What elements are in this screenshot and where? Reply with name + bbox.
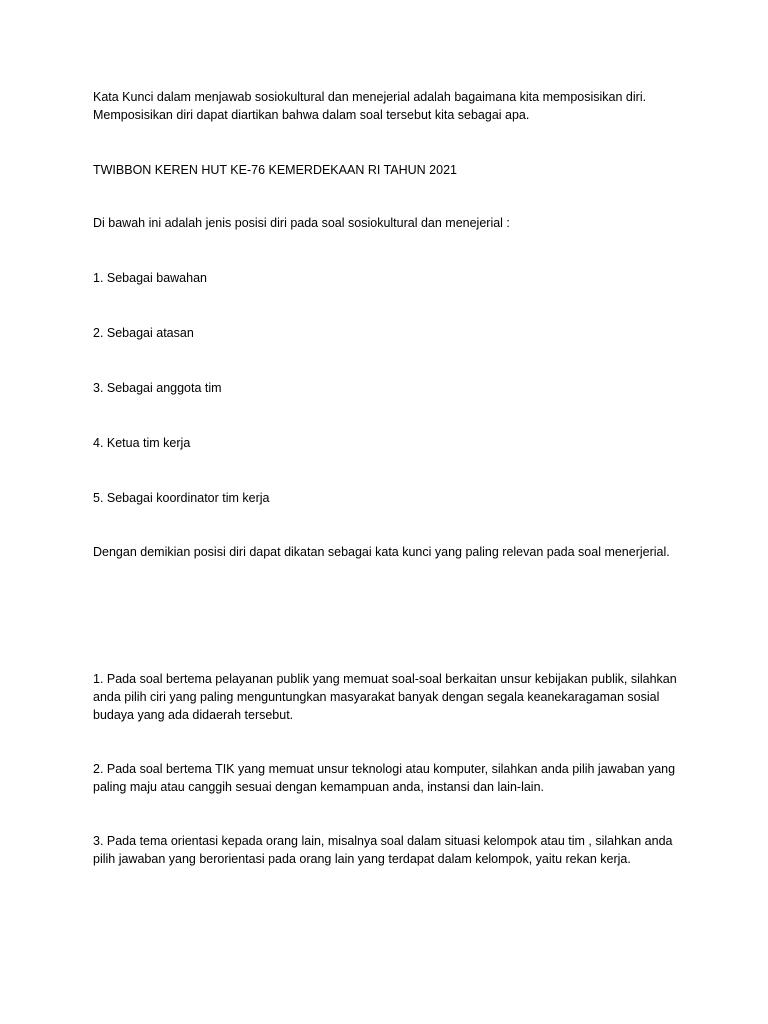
position-item-4: 4. Ketua tim kerja	[93, 436, 191, 450]
tip-item-3: 3. Pada tema orientasi kepada orang lain, misalnya soal dalam situasi kelompok atau tim , silahkan anda pilih jawaban yang berorientasi pada orang lain yang terdapat dalam kelompok, yaitu rekan kerja.	[93, 834, 673, 866]
position-item-5: 5. Sebagai koordinator tim kerja	[93, 491, 270, 505]
position-item-1: 1. Sebagai bawahan	[93, 271, 207, 285]
conclusion-paragraph: Dengan demikian posisi diri dapat dikatan sebagai kata kunci yang paling relevan pada soal menerjerial.	[93, 545, 670, 559]
tip-item-1: 1. Pada soal bertema pelayanan publik yang memuat soal-soal berkaitan unsur kebijakan publik, silahkan anda pilih ciri yang paling menguntungkan masyarakat banyak dengan segala keanekaragaman sosial budaya yang ada didaerah tersebut.	[93, 672, 677, 722]
list-intro-paragraph: Di bawah ini adalah jenis posisi diri pada soal sosiokultural dan menejerial :	[93, 216, 510, 230]
position-item-3: 3. Sebagai anggota tim	[93, 381, 222, 395]
twibbon-heading: TWIBBON KEREN HUT KE-76 KEMERDEKAAN RI TAHUN 2021	[93, 163, 457, 177]
intro-paragraph: Kata Kunci dalam menjawab sosiokultural dan menejerial adalah bagaimana kita memposisikan diri. Memposisikan diri dapat diartikan bahwa dalam soal tersebut kita sebagai apa.	[93, 90, 647, 122]
position-item-2: 2. Sebagai atasan	[93, 326, 194, 340]
tip-item-2: 2. Pada soal bertema TIK yang memuat unsur teknologi atau komputer, silahkan anda pilih jawaban yang paling maju atau canggih sesuai dengan kemampuan anda, instansi dan lain-lain.	[93, 762, 676, 794]
